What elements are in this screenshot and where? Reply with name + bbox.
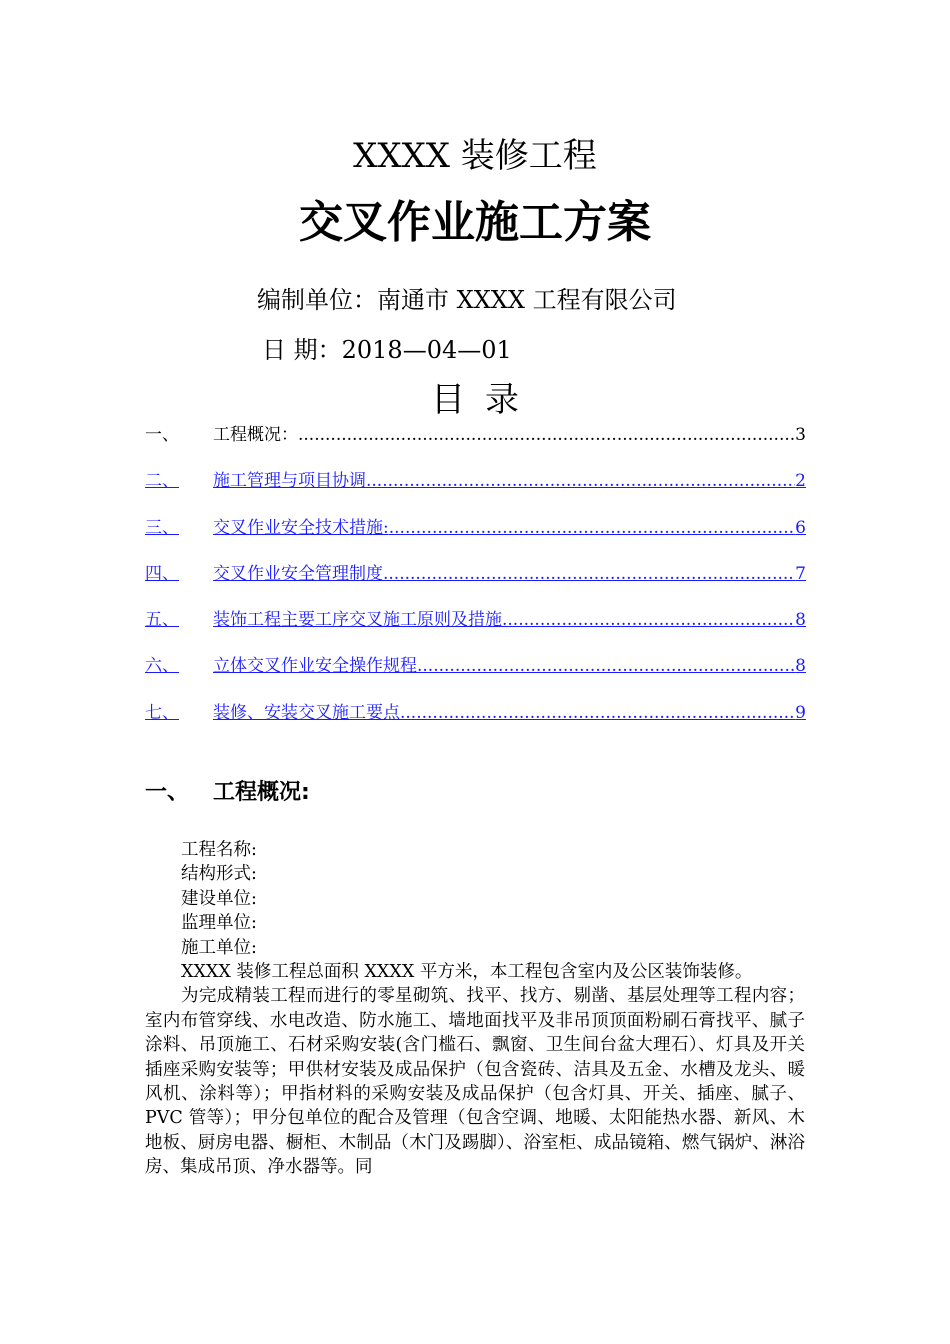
toc-item-1 [145,420,806,466]
table-of-contents [145,420,806,744]
date-line: 日 期：2018—04—01 [262,336,512,364]
toc-item-label[interactable]: 施工管理与项目协调 [213,471,366,492]
section-title: 工程概况: [213,780,310,805]
section-body [145,838,805,1180]
toc-item-2[interactable] [145,466,806,512]
section-number: 一、 [145,780,190,805]
toc-item-6[interactable] [145,651,806,697]
toc-item-7[interactable] [145,698,806,744]
toc-item-page[interactable]: 8 [795,610,806,631]
toc-item-page[interactable]: 8 [795,656,806,677]
toc-item-label[interactable]: 交叉作业安全管理制度 [213,563,383,584]
toc-leader-dots[interactable] [366,471,795,491]
field-owner: 建设单位: [181,888,257,909]
field-contractor: 施工单位: [181,937,257,958]
toc-item-page[interactable]: 7 [795,563,806,584]
paragraph-overview: XXXX 装修工程总面积 XXXX 平方米，本工程包含室内及公区装饰装修。 [181,962,753,983]
toc-item-label[interactable]: 装饰工程主要工序交叉施工原则及措施 [213,610,502,631]
toc-item-number: 一、 [145,425,179,445]
paragraph-scope: 为完成精装工程而进行的零星砌筑、找平、找方、剔凿、基层处理等工程内容；室内布管穿线、水电改造、防水施工、墙地面找平及非吊顶顶面粉刷石膏找平、腻子涂料、吊顶施工、石材采购安装(含门槛石、飘窗、卫生间台盆大理石）、灯具及开关插座采购安装等；甲供材安装及成品保护（包含瓷砖、洁具及五金、水槽及龙头、暖风机、涂料等）；甲指材料的采购安装及成品保护（包含灯具、开关、插座、腻子、PVC 管等）；甲分包单位的配合及管理（包含空调、地暖、太阳能热水器、新风、木地板、厨房电器、橱柜、木制品（木门及踢脚）、浴室柜、成品镜箱、燃气锅炉、淋浴房、集成吊顶、净水器等。同 [145,986,805,1178]
section-heading [145,775,310,806]
field-project-name: 工程名称: [181,840,257,860]
toc-leader-dots[interactable] [417,656,795,676]
toc-item-page[interactable]: 2 [795,471,806,492]
toc-item-label: 工程概况： [213,425,298,445]
compiler-line: 编制单位：南通市 XXXX 工程有限公司 [257,286,677,314]
toc-leader-dots[interactable] [502,610,795,630]
toc-item-number[interactable]: 五、 [145,610,179,631]
toc-title: 目录 [431,380,539,420]
toc-item-page[interactable]: 9 [795,702,806,723]
toc-item-page[interactable]: 6 [795,517,806,538]
toc-item-page: 3 [795,425,806,445]
toc-item-number[interactable]: 七、 [145,702,179,723]
toc-item-5[interactable] [145,605,806,651]
document-title: 交叉作业施工方案 [299,197,651,248]
toc-leader-dots [298,425,795,445]
toc-item-4[interactable] [145,559,806,605]
toc-item-label[interactable]: 立体交叉作业安全操作规程 [213,656,417,677]
toc-item-number[interactable]: 六、 [145,656,179,677]
toc-leader-dots[interactable] [400,703,795,723]
toc-item-3[interactable] [145,513,806,559]
toc-item-number[interactable]: 二、 [145,471,179,492]
toc-leader-dots[interactable] [389,518,795,538]
toc-item-number[interactable]: 三、 [145,517,179,538]
project-title: XXXX 装修工程 [353,136,597,176]
toc-item-number[interactable]: 四、 [145,563,179,584]
toc-leader-dots[interactable] [383,564,795,584]
field-structure-type: 结构形式: [181,864,257,885]
toc-item-label[interactable]: 装修、安装交叉施工要点 [213,702,400,723]
field-supervisor: 监理单位: [181,913,257,934]
toc-item-label[interactable]: 交叉作业安全技术措施: [213,517,389,538]
